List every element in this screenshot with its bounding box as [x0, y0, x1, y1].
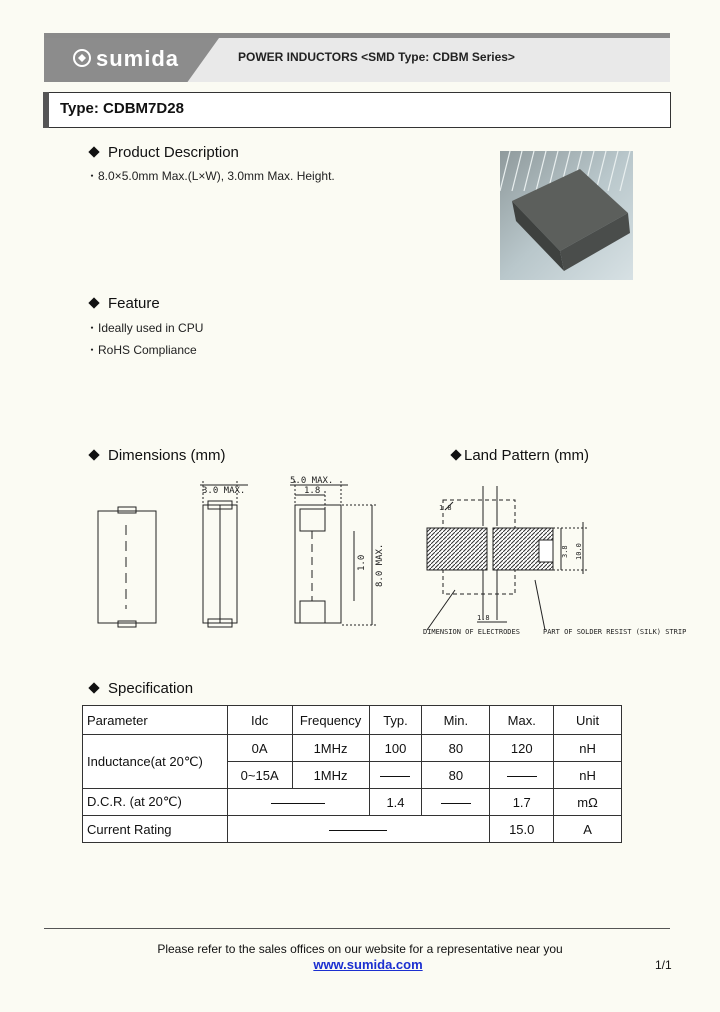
dcr-idc-freq-empty — [227, 789, 369, 816]
logo-text: sumida — [96, 46, 180, 71]
footer-note: Please refer to the sales offices on our website for a representative near you — [157, 942, 563, 956]
dim-label-5-0: 5.0 MAX. — [290, 476, 334, 486]
feature-line-1: ・Ideally used in CPU — [86, 321, 204, 335]
inductor-photo-illustration — [500, 151, 633, 280]
cell-idc: 0~15A — [227, 762, 292, 789]
cell-min: 80 — [422, 735, 490, 762]
dimensions-drawing — [90, 475, 390, 635]
dim-label-1-8: 1.8 — [304, 486, 321, 496]
col-idc: Idc — [227, 706, 292, 735]
diamond-bullet-icon — [88, 146, 99, 157]
cell-typ-empty — [369, 762, 422, 789]
cell-frequency: 1MHz — [292, 762, 369, 789]
dim-label-8-0: 8.0 MAX. — [375, 543, 385, 587]
type-label: Type: CDBM7D28 — [60, 100, 184, 117]
dash-mark — [329, 830, 387, 831]
cell-unit: nH — [554, 735, 622, 762]
land-label-c: 10.0 — [575, 543, 583, 560]
footer-rule — [44, 928, 670, 929]
land-note-solder-resist: PART OF SOLDER RESIST (SILK) STRIP — [543, 628, 687, 636]
dcr-min-empty — [422, 789, 490, 816]
land-label-d: 1.8 — [477, 614, 490, 622]
specification-table — [82, 705, 622, 843]
table-header-row — [83, 706, 622, 735]
diamond-bullet-icon — [450, 449, 461, 460]
land-label-b: 3.8 — [561, 545, 569, 558]
cell-min: 80 — [422, 762, 490, 789]
table-row — [83, 816, 622, 843]
dash-mark — [441, 803, 471, 804]
cell-frequency: 1MHz — [292, 735, 369, 762]
sumida-logo-icon — [72, 48, 92, 68]
dcr-label: D.C.R. (at 20℃) — [83, 789, 228, 816]
product-photo — [500, 151, 633, 280]
col-min: Min. — [422, 706, 490, 735]
land-note-electrodes: DIMENSION OF ELECTRODES — [423, 628, 520, 636]
dash-mark — [380, 776, 410, 777]
website-link[interactable]: www.sumida.com — [313, 957, 423, 972]
land-pattern-heading: Land Pattern (mm) — [452, 447, 589, 464]
current-typ: 15.0 — [490, 816, 554, 843]
col-typ: Typ. — [369, 706, 422, 735]
col-parameter: Parameter — [83, 706, 228, 735]
cell-max: 120 — [490, 735, 554, 762]
col-unit: Unit — [554, 706, 622, 735]
dash-mark — [507, 776, 537, 777]
feature-heading: Feature — [90, 295, 160, 312]
col-frequency: Frequency — [292, 706, 369, 735]
land-label-a: 1.8 — [439, 504, 452, 512]
product-description-heading: Product Description — [90, 144, 239, 161]
dcr-typ: 1.4 — [369, 789, 422, 816]
header-title: POWER INDUCTORS <SMD Type: CDBM Series> — [238, 50, 515, 64]
diamond-bullet-icon — [88, 682, 99, 693]
col-max: Max. — [490, 706, 554, 735]
cell-idc: 0A — [227, 735, 292, 762]
land-pattern-drawing — [415, 480, 695, 640]
specification-heading: Specification — [90, 680, 193, 697]
product-description-line: ・8.0×5.0mm Max.(L×W), 3.0mm Max. Height. — [86, 169, 335, 183]
table-row — [83, 735, 622, 762]
current-empty — [227, 816, 490, 843]
dash-mark — [271, 803, 325, 804]
current-label: Current Rating — [83, 816, 228, 843]
feature-line-2: ・RoHS Compliance — [86, 343, 197, 357]
dcr-unit: mΩ — [554, 789, 622, 816]
current-unit: A — [554, 816, 622, 843]
cell-unit: nH — [554, 762, 622, 789]
cell-max-empty — [490, 762, 554, 789]
dim-label-inner: 1.0 — [357, 554, 367, 571]
dcr-max: 1.7 — [490, 789, 554, 816]
page-number: 1/1 — [655, 958, 672, 972]
table-row — [83, 789, 622, 816]
inductance-label: Inductance(at 20℃) — [83, 735, 228, 789]
dimensions-heading: Dimensions (mm) — [90, 447, 226, 464]
diamond-bullet-icon — [88, 297, 99, 308]
type-box-accent — [43, 92, 49, 128]
cell-typ: 100 — [369, 735, 422, 762]
dim-label-3-0: 3.0 MAX. — [202, 486, 246, 496]
diamond-bullet-icon — [88, 449, 99, 460]
